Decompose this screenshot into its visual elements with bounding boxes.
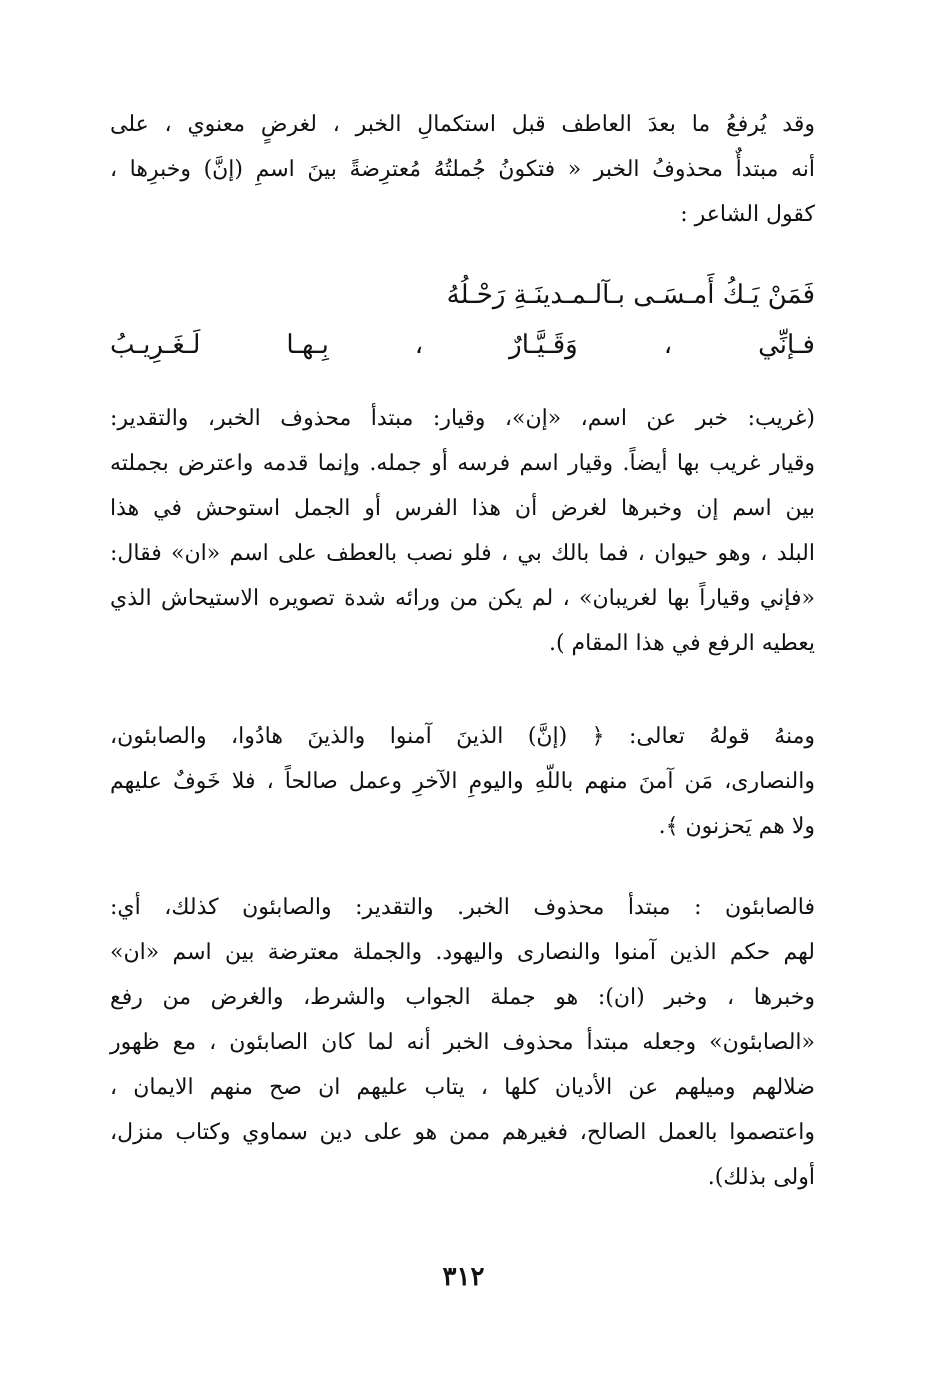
text-line: فالصابئون : مبتدأ محذوف الخبر. والتقدير: والصابئون كذلك، أي: <box>110 895 815 920</box>
text-line: البلد ، وهو حيوان ، فما بالك بي ، فلو نصب بالعطف على اسم «ان» فقال: <box>110 541 815 566</box>
text-line: وقد يُرفعُ ما بعدَ العاطف قبل استكمالِ الخبر ، لغرضٍ معنوي ، على <box>110 112 815 137</box>
text-line: ومنهُ قولهُ تعالى: ﴿ (إنَّ) الذينَ آمنوا والذينَ هادُوا، والصابئون، <box>110 724 815 749</box>
text-line: يعطيه الرفع في هذا المقام ). <box>548 631 815 656</box>
paragraph-intro <box>110 102 815 237</box>
text-line: وخبرها ، وخبر (ان): هو جملة الجواب والشرط، والغرض من رفع <box>110 985 815 1010</box>
text-line: والنصارى، مَن آمنَ منهم باللّهِ واليومِ الآخرِ وعمل صالحاً ، فلا خَوفٌ عليهم <box>110 769 815 794</box>
paragraph-quran-quote <box>110 714 815 849</box>
text-line: ولا هم يَحزنون ﴾. <box>658 814 815 839</box>
verse-text: فـإنِّي ، وَقَـيَّـارٌ ، بِـهـا لَـغَـرِيـبُ <box>110 330 815 360</box>
verse-text: فَمَنْ يَـكُ أَمـسَـى بـآلـمـدينَـةِ رَحْـلُهُ <box>446 280 815 310</box>
text-line: بين اسم إن وخبرها لغرض أن هذا الفرس أو الجمل استوحش في هذا <box>110 496 815 521</box>
text-line: أولى بذلك). <box>707 1165 815 1190</box>
text-line: ضلالهم وميلهم عن الأديان كلها ، يتاب عليهم ان صح منهم الايمان ، <box>110 1075 815 1100</box>
text-line: «الصابئون» وجعله مبتدأ محذوف الخبر أنه لما كان الصابئون ، مع ظهور <box>110 1030 815 1055</box>
poem-verse-first-hemistich <box>110 272 815 318</box>
paragraph-quote-explanation <box>110 885 815 1200</box>
text-line: وقيار غريب بها أيضاً. وقيار اسم فرسه أو جمله. وإنما قدمه واعترض بجملته <box>110 451 815 476</box>
text-line: «فإني وقياراً بها لغريبان» ، لم يكن من ورائه شدة تصويره الاستيحاش الذي <box>110 586 815 611</box>
text-line: لهم حكم الذين آمنوا والنصارى واليهود. والجملة معترضة بين اسم «ان» <box>110 940 815 965</box>
page-number: ٣١٢ <box>442 1262 485 1292</box>
text-line: (غريب: خبر عن اسم، «إن»، وقيار: مبتدأ محذوف الخبر، والتقدير: <box>110 406 815 431</box>
paragraph-verse-explanation <box>110 396 815 666</box>
text-line: واعتصموا بالعمل الصالح، فغيرهم ممن هو على دين سماوي وكتاب منزل، <box>110 1120 815 1145</box>
text-line: أنه مبتدأٌ محذوفُ الخبر « فتكونُ جُملتُهُ مُعترِضةً بينَ اسمِ (إنَّ) وخبرِها ، <box>110 157 815 182</box>
text-line: كقول الشاعر : <box>680 202 815 227</box>
poem-verse-second-hemistich <box>110 322 815 368</box>
